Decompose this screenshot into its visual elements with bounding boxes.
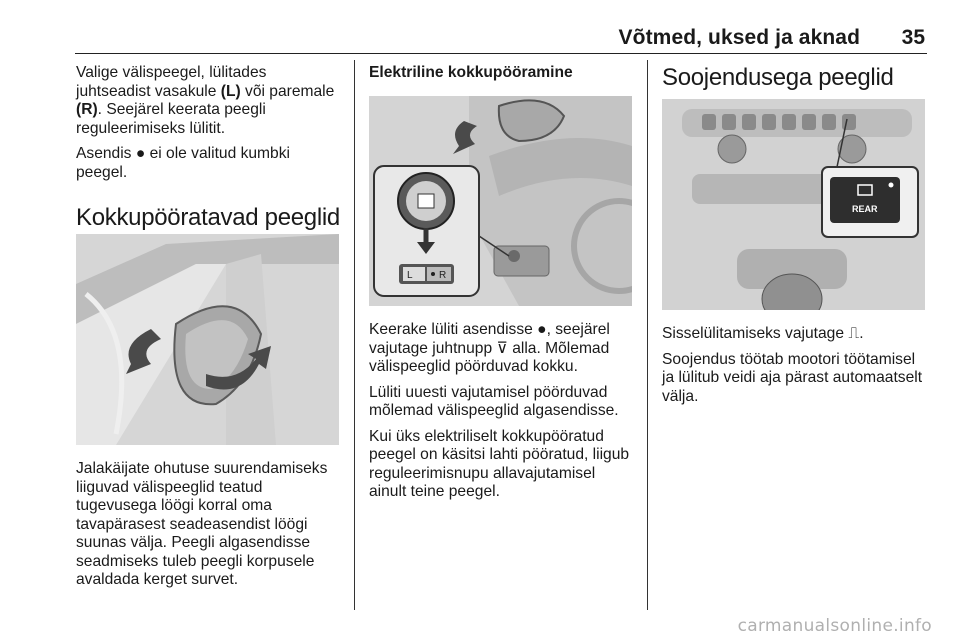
- header-divider: [75, 53, 927, 54]
- text-line: Soojendus töötab mootori töötamisel: [662, 350, 916, 368]
- text-line: peegel.: [76, 163, 128, 181]
- column-1: [76, 64, 344, 232]
- folding-paragraph-2: [369, 384, 637, 421]
- text-line: Jalakäijate ohutuse suurendamiseks: [76, 460, 328, 477]
- text-line: reguleerimiseks lülitit.: [76, 119, 226, 137]
- text-line: reguleerimisnupu allavajutamisel: [369, 464, 596, 482]
- text-line: peegel on käsitsi lahti pööratud, liigub: [369, 446, 630, 463]
- dot-symbol: ●: [135, 145, 146, 162]
- heated-paragraph-2: [662, 351, 932, 407]
- text-line: välispeeglid pöörduvad kokku.: [369, 358, 578, 375]
- position-paragraph: [76, 145, 344, 182]
- text-line: seadmiseks tuleb peegli korpusele: [76, 552, 315, 570]
- text-line: suunas välja. Peegli algasendisse: [76, 534, 311, 551]
- fold-down-icon: ⊽: [496, 339, 508, 357]
- column-3-lower: [662, 325, 932, 413]
- heated-mirror-icon: ⎍: [848, 325, 860, 342]
- dot-symbol: ●: [537, 321, 547, 338]
- column-2-lower: [369, 321, 637, 509]
- heading-heated-mirrors: Soojendusega peeglid: [662, 64, 894, 91]
- text-line: Sisselülitamiseks vajutage ⎍.: [662, 325, 864, 342]
- rear-button-label: REAR: [852, 204, 878, 214]
- text-line: juhtseadist vasakule (L) või paremale: [76, 82, 335, 100]
- foldable-body-paragraph: [76, 460, 344, 590]
- column-divider-2: [647, 60, 648, 610]
- watermark: carmanualsonline.info: [737, 616, 932, 636]
- folding-paragraph-3: [369, 428, 637, 502]
- text-line: välja.: [662, 387, 699, 405]
- column-divider-1: [354, 60, 355, 610]
- text-line: Asendis ● ei ole valitud kumbki: [76, 145, 290, 162]
- text-line: mõlemad välispeeglid algasendisse.: [369, 402, 619, 419]
- column-1-lower: [76, 460, 344, 597]
- text-line: Lüliti uuesti vajutamisel pöörduvad: [369, 383, 608, 401]
- text-line: Kui üks elektriliselt kokkupööratud: [369, 427, 604, 445]
- switch-label-left: L: [407, 270, 413, 281]
- heading-electric-folding: Elektriline kokkupööramine: [369, 64, 573, 81]
- column-3: [662, 64, 932, 92]
- text-line: ainult teine peegel.: [369, 483, 500, 500]
- text-line: liiguvad välispeeglid teatud: [76, 478, 263, 496]
- text-line: Valige välispeegel, lülitades: [76, 64, 267, 81]
- text-line: avaldada kerget survet.: [76, 571, 239, 588]
- text-line: ja lülitub veidi aja pärast automaatselt: [662, 369, 923, 386]
- figure-foldable-mirror: [76, 234, 339, 445]
- text-line: vajutage juhtnupp ⊽ alla. Mõlemad: [369, 339, 610, 357]
- text-line: tugevusega löögi korral oma: [76, 497, 272, 514]
- page-section-title: Võtmed, uksed ja aknad: [618, 26, 860, 49]
- intro-paragraph: [76, 64, 344, 138]
- page-number: 35: [901, 26, 925, 49]
- folding-paragraph-1: [369, 321, 637, 377]
- heated-paragraph-1: [662, 325, 932, 344]
- figure-heated-mirrors: [662, 99, 925, 310]
- figure-electric-folding: [369, 96, 632, 306]
- switch-label-right: R: [439, 270, 447, 281]
- text-line: tavapärasest seadeasendist löögi: [76, 515, 308, 533]
- text-line: (R). Seejärel keerata peegli: [76, 101, 266, 118]
- heading-foldable-mirrors: Kokkupööratavad peeglid: [76, 204, 340, 231]
- text-line: Keerake lüliti asendisse ●, seejärel: [369, 321, 610, 338]
- column-2: [369, 64, 637, 82]
